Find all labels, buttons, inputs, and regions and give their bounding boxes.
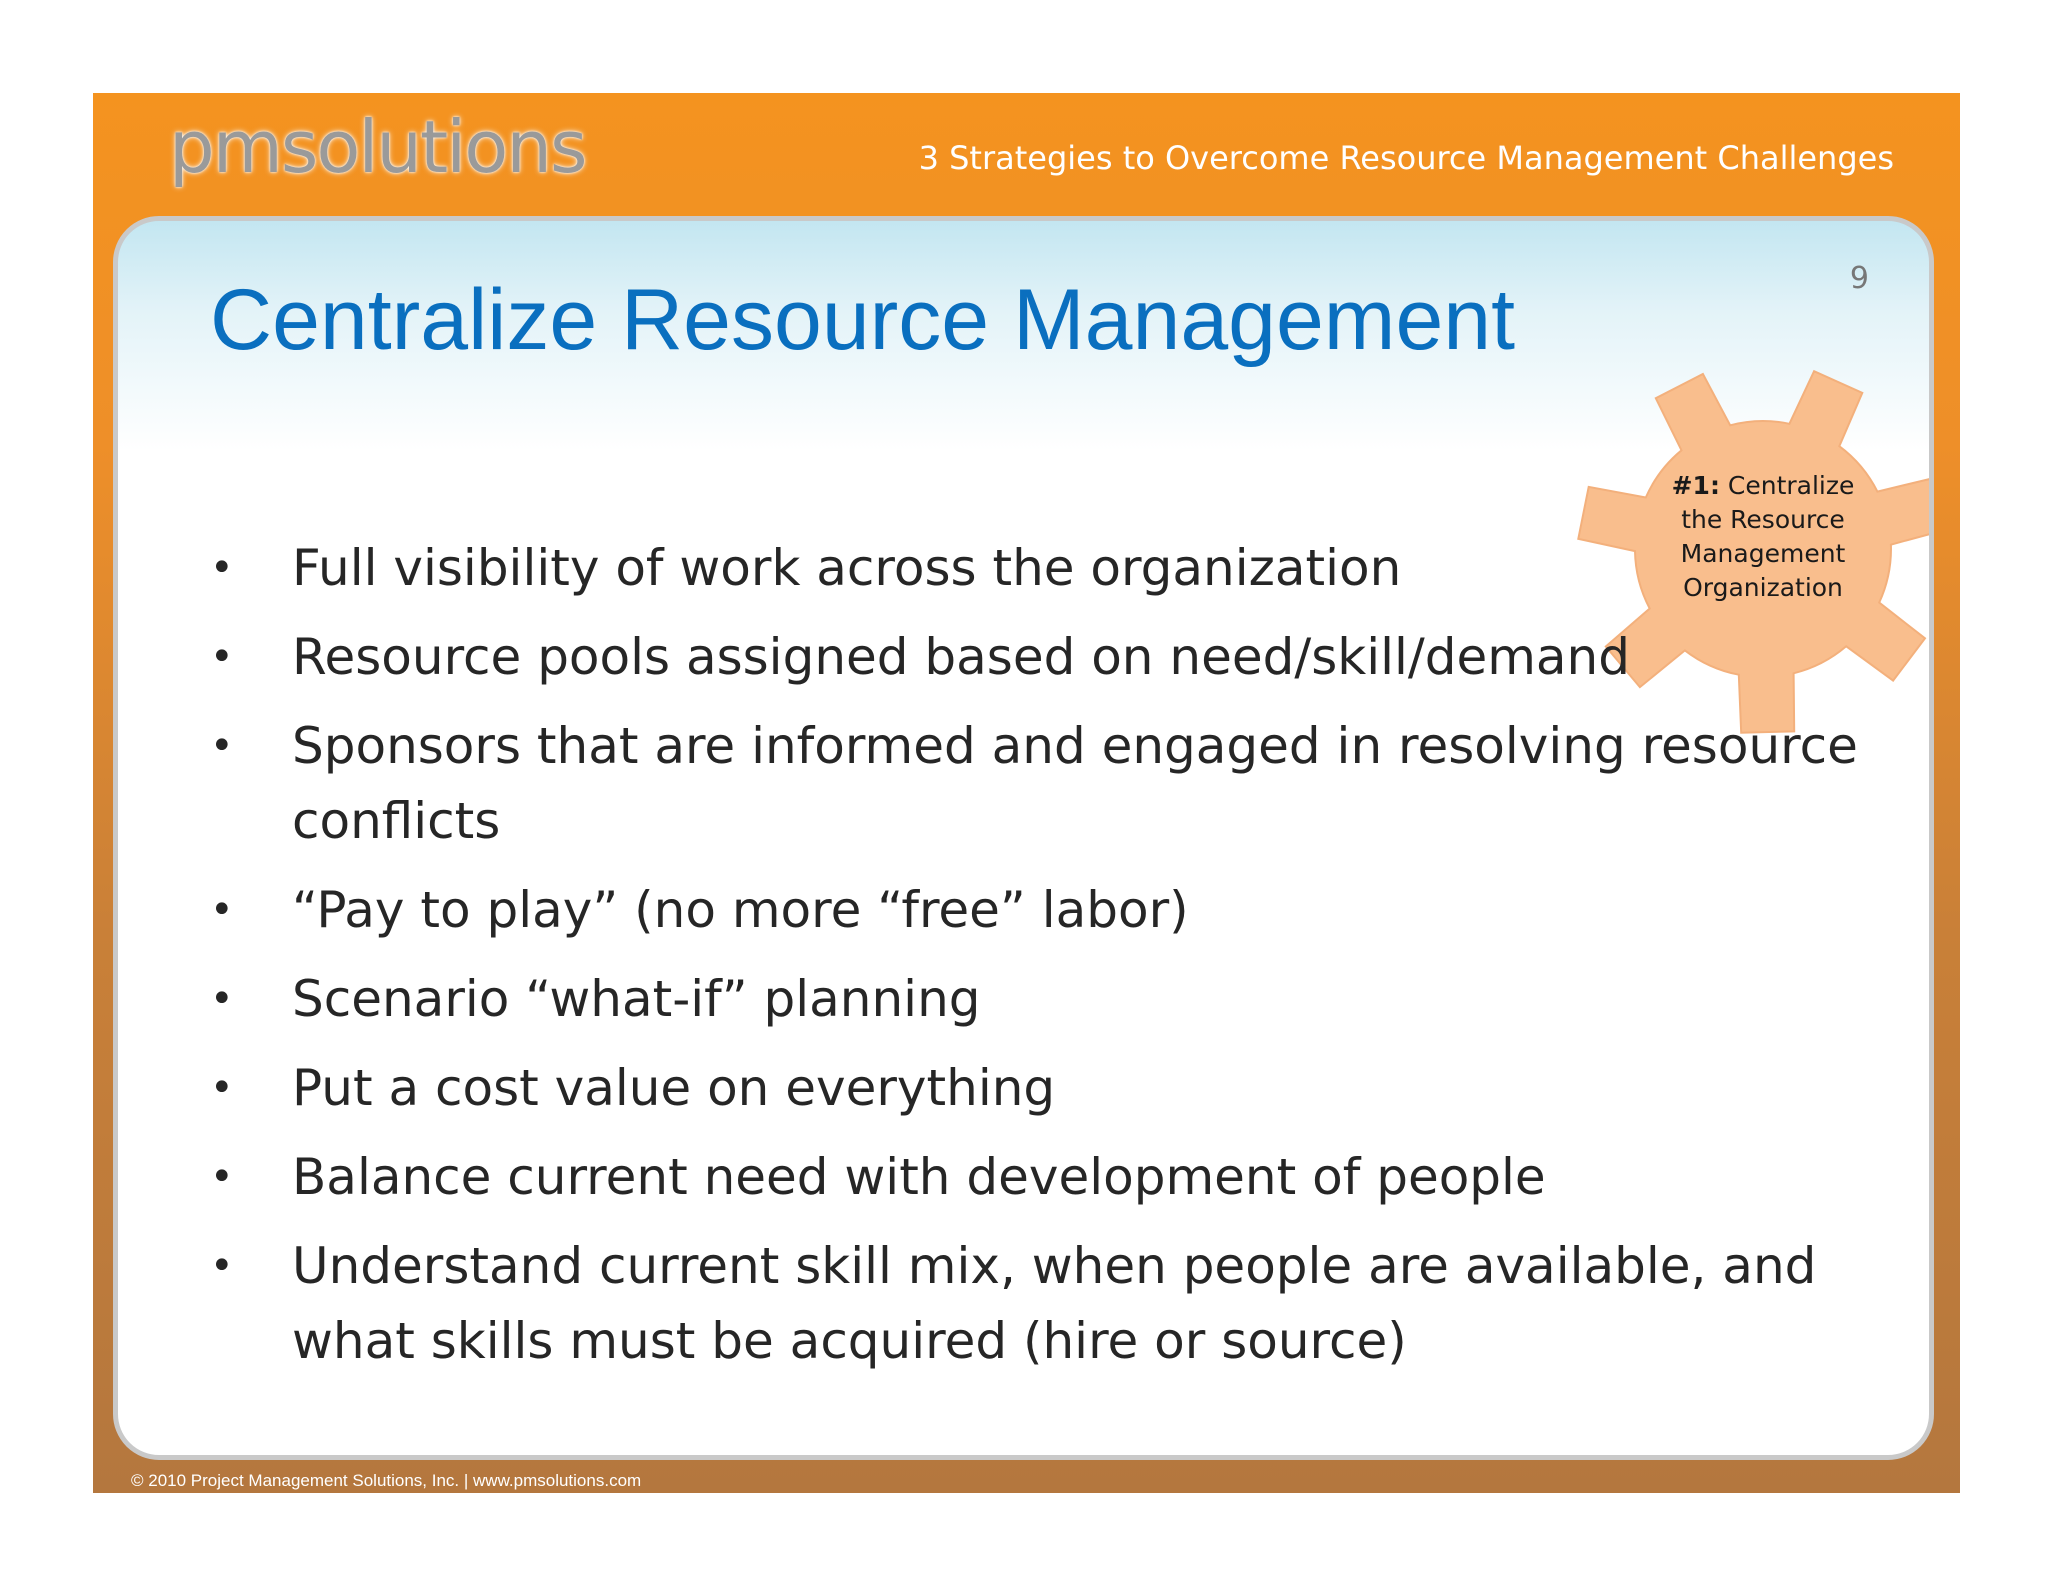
bullet-icon: • <box>210 545 234 591</box>
list-item <box>210 873 1910 948</box>
list-item <box>210 1051 1910 1126</box>
pmsolutions-logo <box>169 105 586 189</box>
bullet-list <box>210 531 1910 1393</box>
footer-copyright: © 2010 Project Management Solutions, Inc. | www.pmsolutions.com <box>131 1471 642 1490</box>
list-item <box>210 531 1910 606</box>
slide <box>93 93 1960 1493</box>
logo-solutions-text: solutions <box>280 105 586 189</box>
list-item <box>210 620 1910 695</box>
list-item <box>210 1140 1910 1215</box>
gear-label-line2: the Resource <box>1681 505 1845 534</box>
bullet-text: Balance current need with development of people <box>292 1148 1546 1206</box>
list-item <box>210 962 1910 1037</box>
bullet-text: Sponsors that are informed and engaged in resolving resource conflicts <box>292 717 1858 850</box>
header-subtitle: 3 Strategies to Overcome Resource Management Challenges <box>918 139 1894 177</box>
bullet-text: Resource pools assigned based on need/skill/demand <box>292 628 1630 686</box>
list-item <box>210 709 1910 859</box>
page-title: Centralize Resource Management <box>210 272 1515 368</box>
gear-label-line3: Management <box>1680 539 1846 568</box>
bullet-icon: • <box>210 976 234 1022</box>
bullet-text: “Pay to play” (no more “free” labor) <box>292 881 1189 939</box>
gear-label-line4: Organization <box>1683 573 1843 602</box>
bullet-text: Full visibility of work across the organization <box>292 539 1402 597</box>
bullet-icon: • <box>210 1154 234 1200</box>
bullet-text: Scenario “what-if” planning <box>292 970 981 1028</box>
bullet-icon: • <box>210 1243 234 1289</box>
page-number: 9 <box>1849 261 1869 296</box>
bullet-icon: • <box>210 723 234 769</box>
logo-pm-text: pm <box>169 105 281 189</box>
bullet-icon: • <box>210 1065 234 1111</box>
list-item <box>210 1229 1910 1379</box>
gear-label-bold: #1: <box>1671 471 1720 500</box>
bullet-icon: • <box>210 887 234 933</box>
content-panel <box>113 216 1934 1460</box>
bullet-text: Put a cost value on everything <box>292 1059 1056 1117</box>
gear-label-line1: Centralize <box>1727 471 1855 500</box>
bullet-icon: • <box>210 634 234 680</box>
bullet-text: Understand current skill mix, when people are available, and what skills must be acquired (hire or source) <box>292 1237 1817 1370</box>
